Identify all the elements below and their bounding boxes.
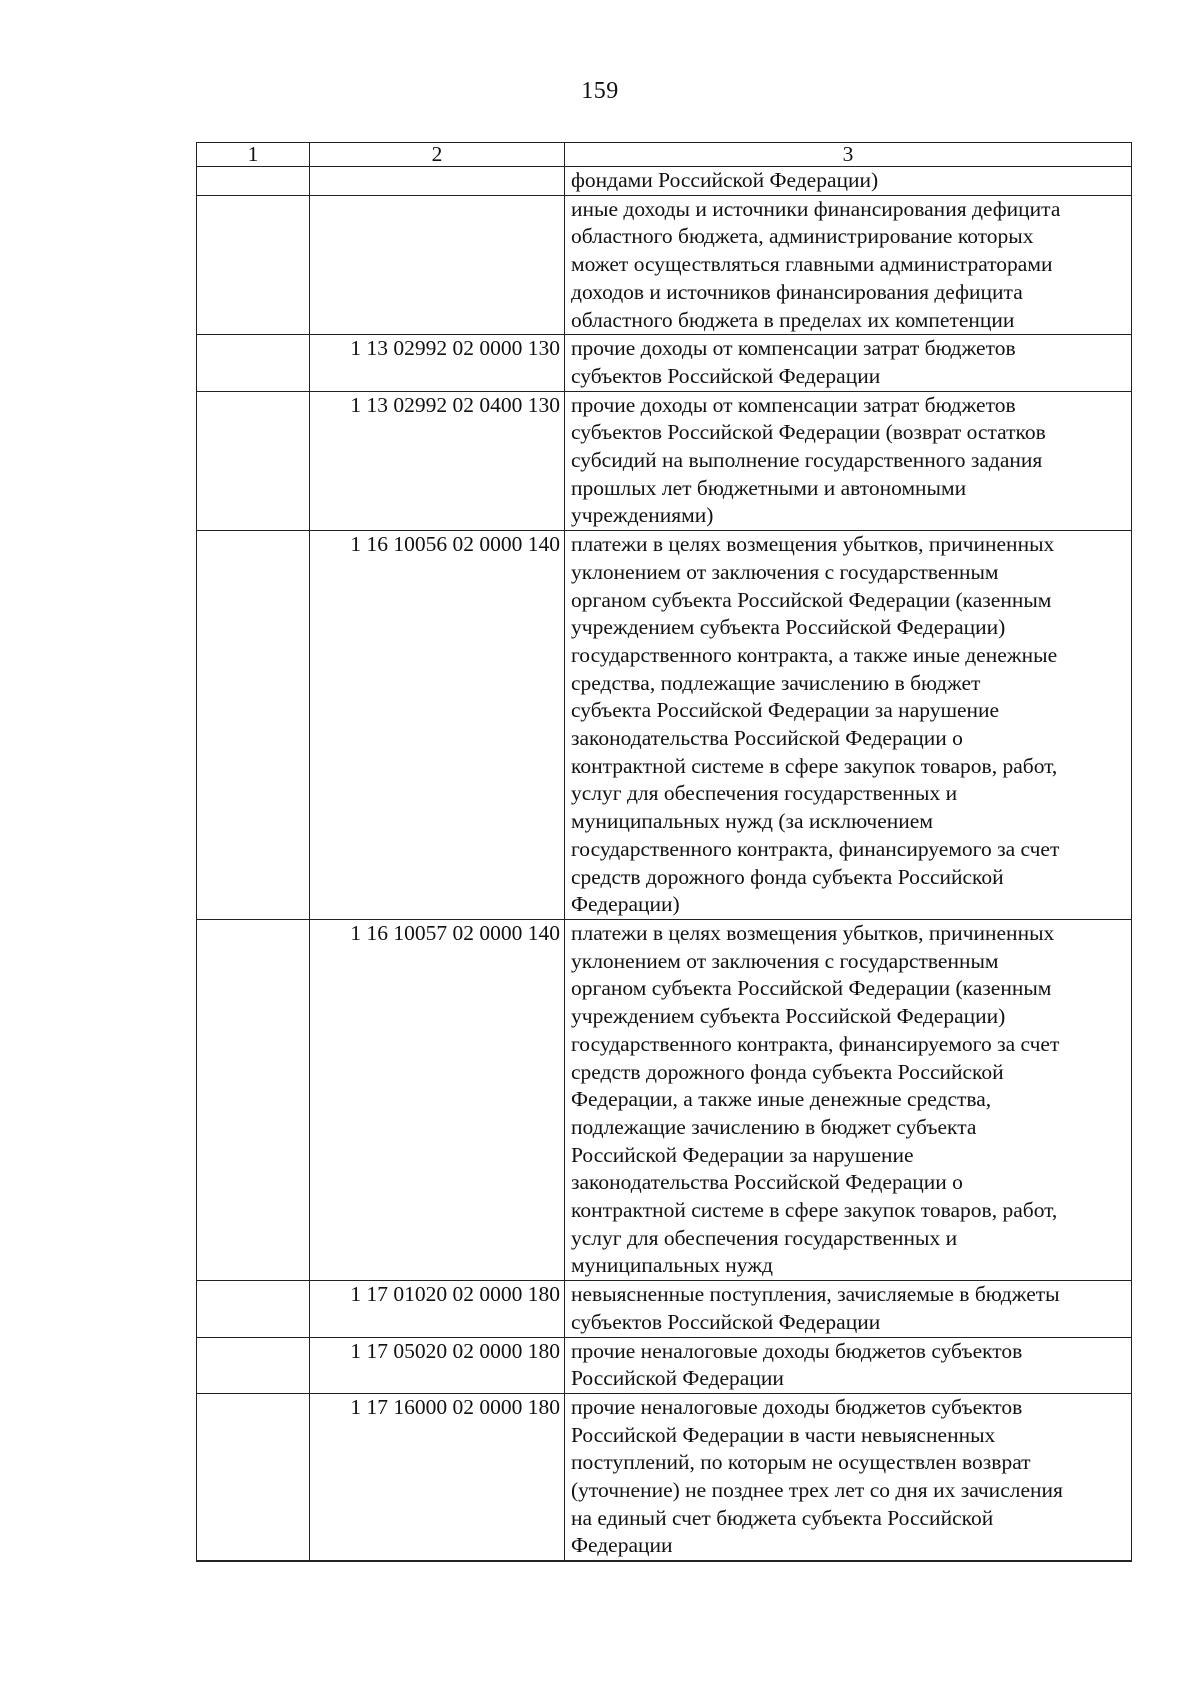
revenue-code-cell: 1 17 16000 02 0000 180 <box>310 1393 565 1560</box>
revenue-description-cell: фондами Российской Федерации) <box>565 167 1132 196</box>
table-row <box>197 1281 1132 1337</box>
revenue-codes-table <box>196 142 1132 1562</box>
table-row <box>197 1337 1132 1393</box>
table-row <box>197 167 1132 196</box>
revenue-description-cell: платежи в целях возмещения убытков, причиненных уклонением от заключения с государственным органом субъекта Российской Федерации (казенным учреждением субъекта Российской Федерации) государственного контракта, финансируемого за счет средств дорожного фонда субъекта Российской Федерации, а также иные денежные средства, подлежащие зачислению в бюджет субъекта Российской Федерации за нарушение законодательства Российской Федерации о контрактной системе в сфере закупок товаров, работ, услуг для обеспечения государственных и муниципальных нужд <box>565 919 1132 1280</box>
revenue-description-cell: прочие доходы от компенсации затрат бюджетов субъектов Российской Федерации (возврат остатков субсидий на выполнение государственного задания прошлых лет бюджетными и автономными учреждениями) <box>565 391 1132 531</box>
table-row <box>197 919 1132 1280</box>
table-row <box>197 531 1132 920</box>
revenue-description-cell: прочие доходы от компенсации затрат бюджетов субъектов Российской Федерации <box>565 335 1132 391</box>
admin-code-cell <box>197 391 310 531</box>
revenue-code-cell <box>310 167 565 196</box>
admin-code-cell <box>197 167 310 196</box>
table-row <box>197 391 1132 531</box>
revenue-code-cell: 1 16 10056 02 0000 140 <box>310 531 565 920</box>
revenue-code-cell: 1 16 10057 02 0000 140 <box>310 919 565 1280</box>
admin-code-cell <box>197 531 310 920</box>
revenue-code-cell: 1 17 01020 02 0000 180 <box>310 1281 565 1337</box>
revenue-description-cell: прочие неналоговые доходы бюджетов субъектов Российской Федерации в части невыясненных поступлений, по которым не осуществлен возврат (уточнение) не позднее трех лет со дня их зачисления на единый счет бюджета субъекта Российской Федерации <box>565 1393 1132 1560</box>
table-row <box>197 195 1132 335</box>
table-row <box>197 1561 1132 1562</box>
header-col-3: 3 <box>565 143 1132 167</box>
admin-code-cell <box>197 1281 310 1337</box>
revenue-code-cell: 1 17 05020 02 0000 180 <box>310 1337 565 1393</box>
revenue-description-cell <box>565 1561 1132 1562</box>
admin-code-cell <box>197 919 310 1280</box>
revenue-code-cell: 1 13 02992 02 0400 130 <box>310 391 565 531</box>
admin-code-cell <box>197 195 310 335</box>
revenue-description-cell: невыясненные поступления, зачисляемые в бюджеты субъектов Российской Федерации <box>565 1281 1132 1337</box>
table-header-row <box>197 143 1132 167</box>
revenue-description-cell: прочие неналоговые доходы бюджетов субъектов Российской Федерации <box>565 1337 1132 1393</box>
page-number: 159 <box>581 78 619 104</box>
admin-code-cell <box>197 1337 310 1393</box>
admin-code-cell <box>197 1393 310 1560</box>
revenue-description-cell: платежи в целях возмещения убытков, причиненных уклонением от заключения с государственным органом субъекта Российской Федерации (казенным учреждением субъекта Российской Федерации) государственного контракта, а также иные денежные средства, подлежащие зачислению в бюджет субъекта Российской Федерации за нарушение законодательства Российской Федерации о контрактной системе в сфере закупок товаров, работ, услуг для обеспечения государственных и муниципальных нужд (за исключением государственного контракта, финансируемого за счет средств дорожного фонда субъекта Российской Федерации) <box>565 531 1132 920</box>
revenue-code-cell <box>310 195 565 335</box>
revenue-code-cell: 1 13 02992 02 0000 130 <box>310 335 565 391</box>
admin-code-cell <box>197 335 310 391</box>
header-col-1: 1 <box>197 143 310 167</box>
revenue-code-cell <box>310 1561 565 1562</box>
admin-code-cell <box>197 1561 310 1562</box>
table-row <box>197 335 1132 391</box>
header-col-2: 2 <box>310 143 565 167</box>
table-row <box>197 1393 1132 1560</box>
revenue-description-cell: иные доходы и источники финансирования дефицита областного бюджета, администрирование которых может осуществляться главными администраторами доходов и источников финансирования дефицита областного бюджета в пределах их компетенции <box>565 195 1132 335</box>
